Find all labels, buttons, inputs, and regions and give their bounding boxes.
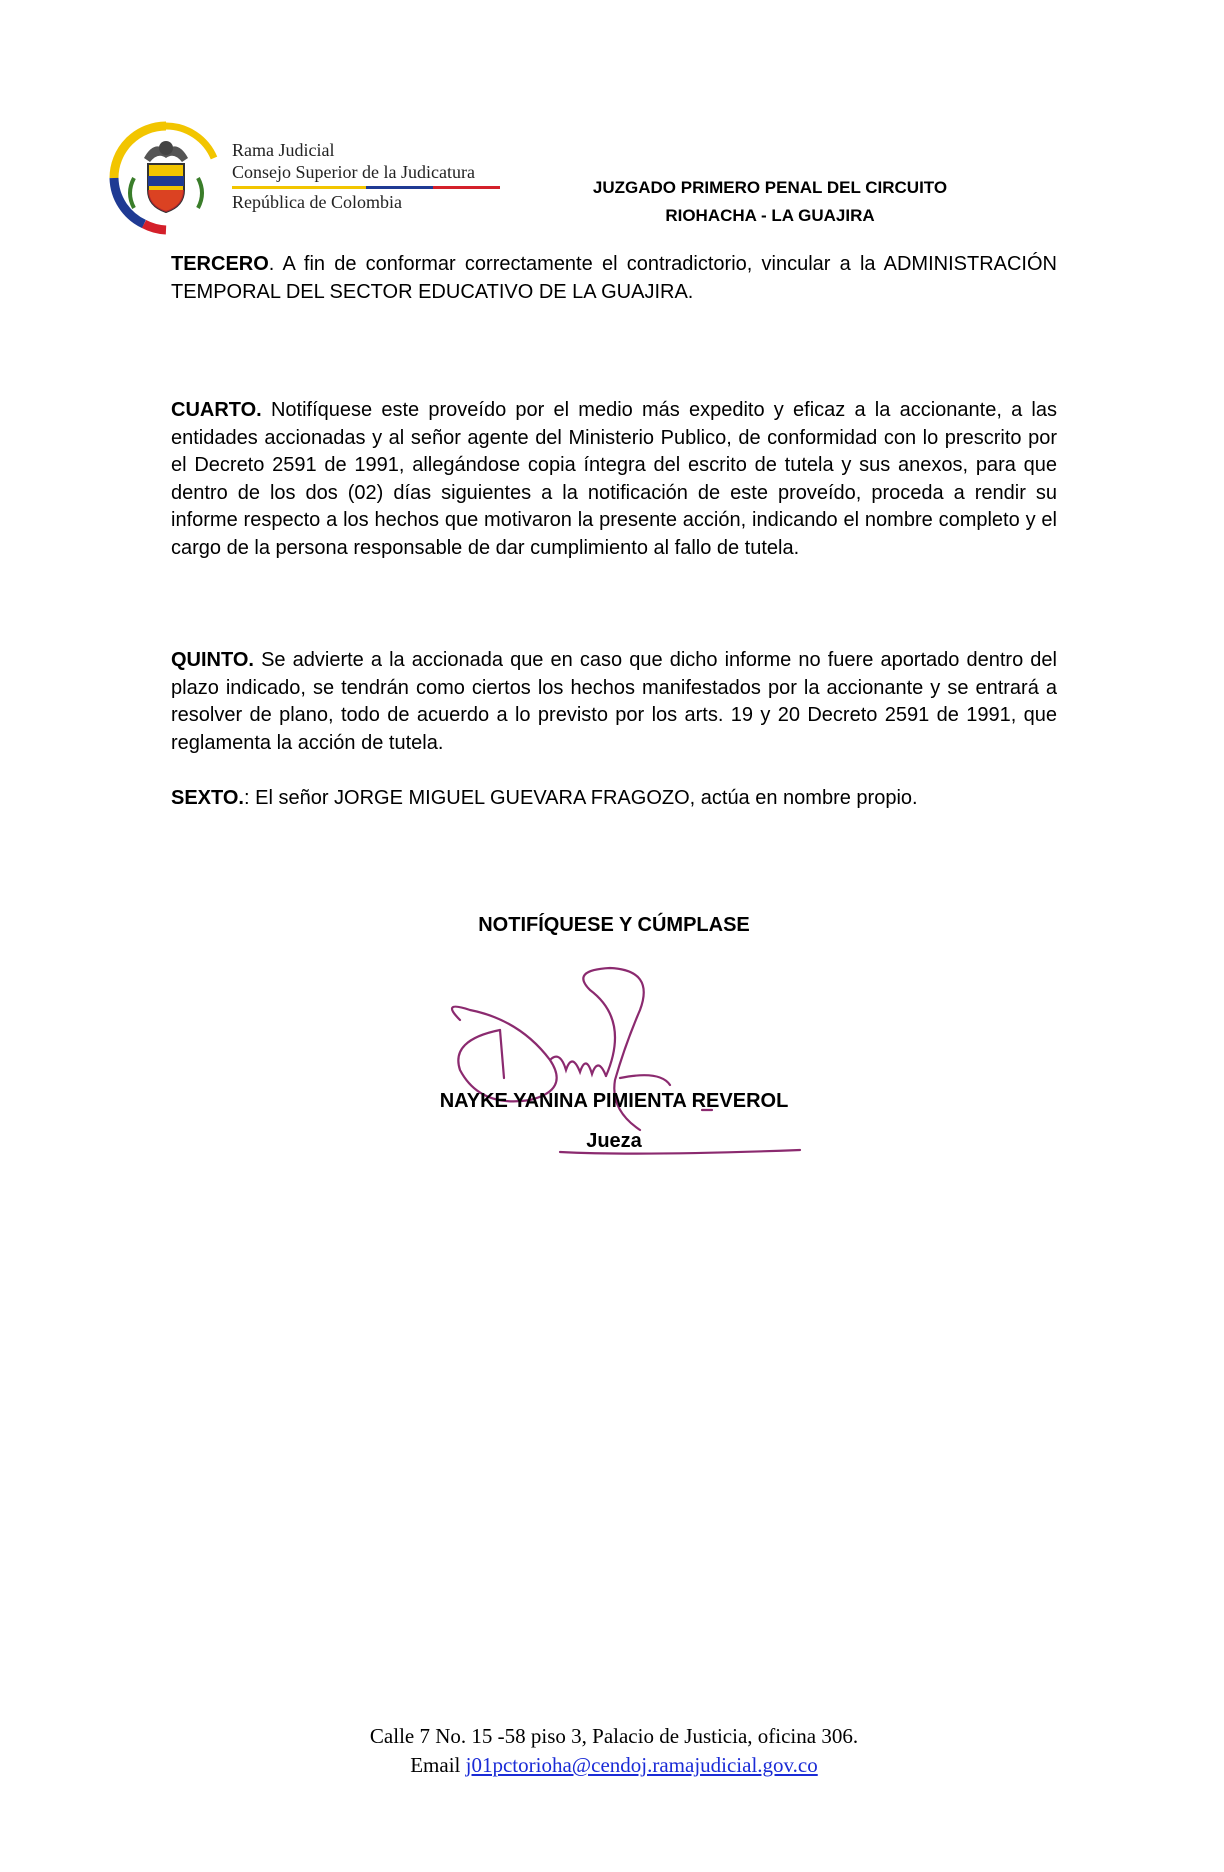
coat-of-arms-icon [104,118,234,238]
court-line-2: RIOHACHA - LA GUAJIRA [665,206,875,225]
paragraph-sexto [171,785,1057,813]
court-line-1: JUZGADO PRIMERO PENAL DEL CIRCUITO [592,178,948,197]
signer-title: Jueza [586,1130,642,1152]
quinto-label: QUINTO. [171,649,254,671]
org-line-1: Rama Judicial [232,140,335,160]
cuarto-text: Notifíquese este proveído por el medio más expedito y eficaz a la accionante, a las entidades accionadas y al señor agente del Ministerio Publico, de conformidad con lo prescrito por el Decreto 2591 de 1991, allegándose copia íntegra del escrito de tutela y sus anexos, para que dentro de los dos (02) días siguientes a la notificación de este proveído, proceda a rendir su informe respecto a los hechos que motivaron la presente acción, indicando el nombre completo y el cargo de la persona responsable de dar cumplimiento al fallo de tutela. [171,399,1057,559]
footer-email-link[interactable]: j01pctorioha@cendoj.ramajudicial.gov.co [465,1753,818,1777]
org-line-2: Consejo Superior de la Judicatura [232,162,475,182]
cuarto-label: CUARTO. [171,399,262,421]
logo-text-block [232,139,500,213]
org-line-3: República de Colombia [232,192,402,212]
footer-address: Calle 7 No. 15 -58 piso 3, Palacio de Justicia, oficina 306. [369,1724,859,1748]
signer-name: NAYKE YANINA PIMIENTA REVEROL [439,1090,789,1112]
tercero-text: . A fin de conformar correctamente el contradictorio, vincular a la ADMINISTRACIÓN TEMPORAL DEL SECTOR EDUCATIVO DE LA GUAJIRA. [171,253,1057,303]
footer [171,1722,1057,1780]
court-heading [560,174,980,230]
footer-email-line [171,1751,1057,1780]
closing-formula: NOTIFÍQUESE Y CÚMPLASE [478,914,750,936]
paragraph-cuarto [171,397,1057,562]
paragraph-quinto [171,647,1057,757]
quinto-text: Se advierte a la accionada que en caso que dicho informe no fuere aportado dentro del plazo indicado, se tendrán como ciertos los hechos manifestados por la accionante y se entrará a resolver de plano, todo de acuerdo a lo previsto por los arts. 19 y 20 Decreto 2591 de 1991, que reglamenta la acción de tutela. [171,649,1057,754]
sexto-label: SEXTO. [171,787,244,809]
footer-email-label: Email [410,1753,466,1777]
sexto-text: : El señor JORGE MIGUEL GUEVARA FRAGOZO, actúa en nombre propio. [244,787,918,809]
tercero-label: TERCERO [171,253,269,275]
flag-divider [232,186,500,189]
paragraph-tercero [171,251,1057,306]
